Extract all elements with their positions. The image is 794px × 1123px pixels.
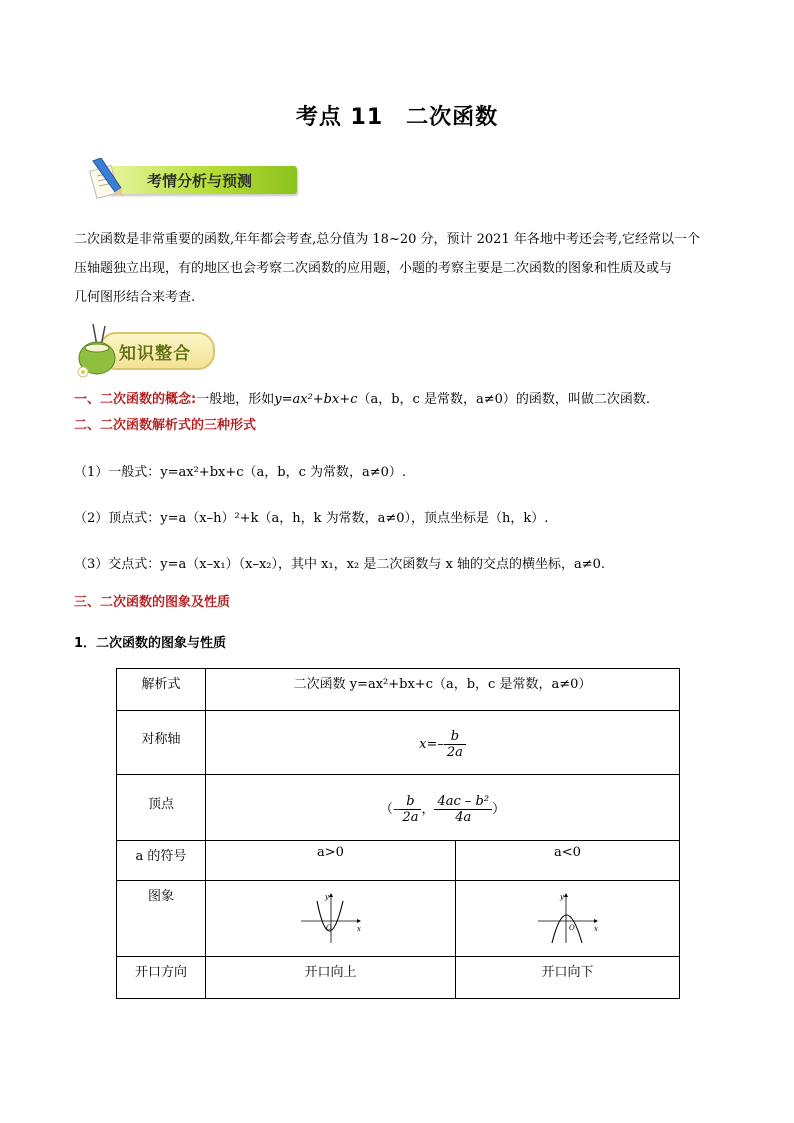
graph-origin-label: O [568,923,575,932]
analysis-banner-label: 考情分析与预测 [147,172,253,190]
concept-line [74,388,650,407]
graph-y-label: y [324,892,329,901]
vertex-fraction-y [434,794,492,825]
vertex-value [206,775,680,841]
vertex-fraction-x [399,794,421,825]
properties-table [116,668,680,999]
axis-denominator: 2a [446,745,463,760]
intro-line-3: 几何图形结合来考查. [74,290,196,305]
table-row [117,957,680,999]
graph-subheading: 1．二次函数的图象与性质 [74,636,227,651]
knowledge-banner [75,322,215,380]
analysis-banner [83,158,299,202]
axis-numerator: b [444,729,466,745]
row-label-opening: 开口方向 [117,957,206,999]
vertex-open: （– [379,802,400,817]
pencil-icon [83,158,135,202]
form-intercept: （3）交点式：y=a（x–x₁）（x–x₂），其中 x₁，x₂ 是二次函数与 x 轴的交点的横坐标，a≠0. [74,557,606,572]
vertex-denominator-x: 2a [402,810,419,825]
row-label-expression: 解析式 [117,669,206,711]
knowledge-banner-label: 知识整合 [119,344,191,364]
concept-text-pre: 一般地，形如 [196,392,275,407]
concept-formula: y=ax²+bx+c [274,392,358,407]
intro-line-2: 压轴题独立出现，有的地区也会考察二次函数的应用题，小题的考察主要是二次函数的图象和性质及或与 [74,261,673,276]
axis-value [206,711,680,775]
vertex-close: ） [492,802,506,817]
vertex-numerator-x: b [399,794,421,810]
sign-negative: a<0 [456,841,680,881]
vertex-sep: ， [421,802,435,817]
row-label-axis: 对称轴 [117,711,206,775]
graph-upward-cell [206,881,456,957]
graph-x-label: x [356,924,361,933]
axis-fraction [444,729,466,760]
graph-downward-cell [456,881,680,957]
form-general: （1）一般式：y=ax²+bx+c（a，b，c 为常数，a≠0）. [74,465,407,480]
row-label-graph: 图象 [117,881,206,957]
row-label-sign: a 的符号 [117,841,206,881]
table-row [117,881,680,957]
page-title: 考点 11 二次函数 [295,105,499,130]
vertex-denominator-y: 4a [455,810,472,825]
downward-parabola-graph [536,891,600,947]
intro-line-1: 二次函数是非常重要的函数,年年都会考查,总分值为 18~20 分，预计 2021 年各地中考还会考,它经常以一个 [74,232,700,247]
table-row [117,841,680,881]
coconut-icon [75,322,123,380]
expression-value: 二次函数 y=ax²+bx+c（a，b，c 是常数，a≠0） [206,669,680,711]
table-row [117,775,680,841]
graph-y-label: y [559,892,564,901]
graph-origin-label: O [325,923,332,932]
sign-positive: a>0 [206,841,456,881]
upward-parabola-graph [299,891,363,947]
row-label-vertex: 顶点 [117,775,206,841]
vertex-numerator-y: 4ac – b² [434,794,492,810]
graph-heading: 三、二次函数的图象及性质 [74,595,231,610]
concept-heading: 一、二次函数的概念: [74,392,197,407]
table-row [117,711,680,775]
form-vertex: （2）顶点式：y=a（x–h）²+k（a，h，k 为常数，a≠0），顶点坐标是（h，k）. [74,511,549,526]
concept-text: （a，b，c 是常数，a≠0）的函数，叫做二次函数. [357,392,651,407]
axis-prefix: x=– [419,737,444,752]
table-row [117,669,680,711]
opening-up: 开口向上 [206,957,456,999]
graph-x-label: x [593,924,598,933]
forms-heading: 二、二次函数解析式的三种形式 [74,418,257,433]
opening-down: 开口向下 [456,957,680,999]
